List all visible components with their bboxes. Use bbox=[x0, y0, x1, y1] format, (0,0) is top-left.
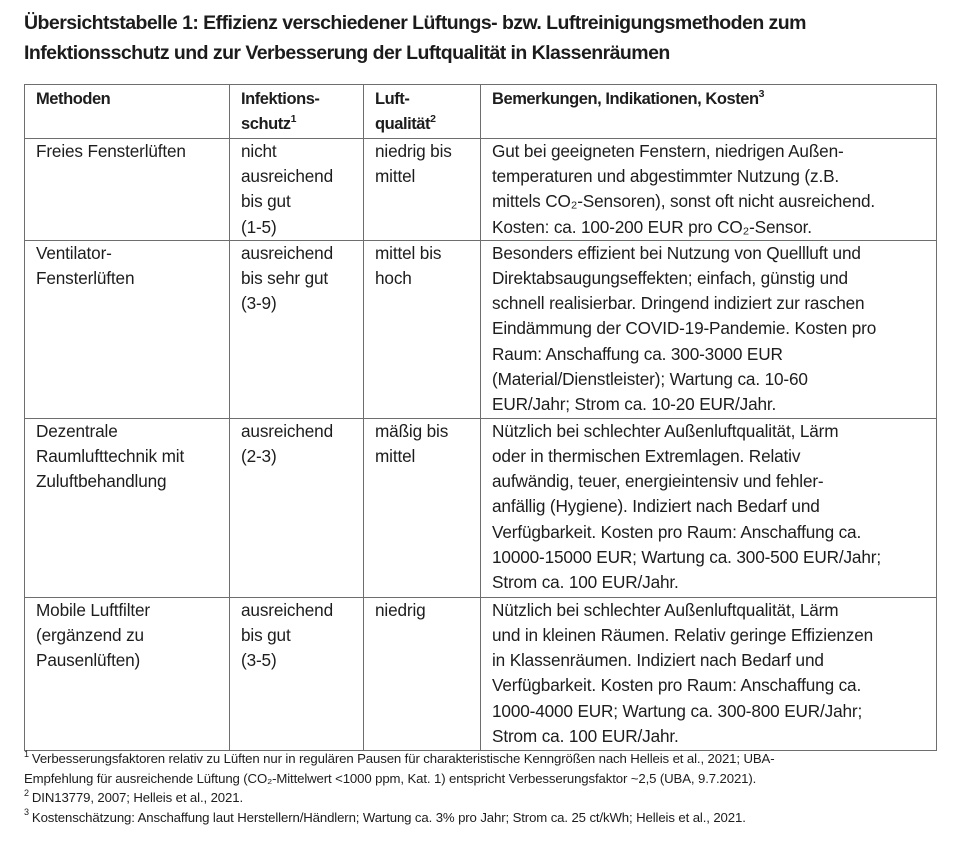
cell-text-line: Strom ca. 100 EUR/Jahr. bbox=[492, 572, 679, 593]
cell-text-line: oder in thermischen Extremlagen. Relativ bbox=[492, 446, 801, 467]
cell-text-line: (3-5) bbox=[241, 650, 277, 671]
header-text: qualität bbox=[375, 115, 431, 134]
cell-infection-protection bbox=[230, 597, 364, 750]
footnote-text: DIN13779, 2007; Helleis et al., 2021. bbox=[31, 790, 243, 805]
cell-text-line: mittels CO₂-Sensoren), sonst oft nicht ausreichend. bbox=[492, 191, 876, 212]
table-row bbox=[25, 418, 937, 597]
ventilation-methods-table bbox=[24, 84, 937, 751]
header-text: Methoden bbox=[36, 90, 111, 108]
header-infection-protection bbox=[230, 85, 364, 139]
cell-text-line: bis sehr gut bbox=[241, 268, 329, 289]
footnote-ref-2: 2 bbox=[430, 112, 436, 125]
cell-remarks bbox=[481, 418, 937, 597]
footnote-ref-1: 1 bbox=[290, 112, 296, 125]
cell-text-line: Gut bei geeigneten Fenstern, niedrigen Außen- bbox=[492, 141, 844, 161]
header-text: Luft- bbox=[375, 90, 410, 108]
cell-infection-protection bbox=[230, 240, 364, 418]
caption-line-2: Infektionsschutz und zur Verbesserung der Luftqualität in Klassenräumen bbox=[24, 42, 670, 64]
header-remarks bbox=[481, 85, 937, 139]
footnote-ref-3: 3 bbox=[758, 87, 764, 100]
cell-method bbox=[25, 139, 230, 241]
cell-remarks bbox=[481, 240, 937, 418]
cell-text-line: nicht bbox=[241, 141, 277, 161]
cell-text-line: Nützlich bei schlechter Außenluftqualität, Lärm bbox=[492, 599, 839, 620]
footnote-2 bbox=[24, 788, 954, 808]
cell-method bbox=[25, 240, 230, 418]
cell-method bbox=[25, 597, 230, 750]
cell-text-line: Nützlich bei schlechter Außenluftqualität, Lärm bbox=[492, 420, 839, 441]
cell-text-line: anfällig (Hygiene). Indiziert nach Bedarf und bbox=[492, 496, 820, 517]
footnote-mark: 3 bbox=[24, 807, 29, 818]
footnotes bbox=[24, 749, 954, 827]
cell-text-line: Strom ca. 100 EUR/Jahr. bbox=[492, 725, 679, 746]
table-caption bbox=[24, 8, 954, 68]
cell-text-line: Zuluftbehandlung bbox=[36, 471, 167, 492]
footnote-text: Kostenschätzung: Anschaffung laut Herstellern/Händlern; Wartung ca. 3% pro Jahr; Strom ca. 25 ct/kWh; Helleis et al., 2021. bbox=[31, 809, 746, 825]
cell-method bbox=[25, 418, 230, 597]
header-text: Infektions- bbox=[241, 90, 320, 108]
cell-text-line: 10000-15000 EUR; Wartung ca. 300-500 EUR/Jahr; bbox=[492, 546, 881, 567]
cell-text-line: Raumlufttechnik mit bbox=[36, 446, 185, 467]
cell-text-line: mäßig bis bbox=[375, 420, 449, 441]
cell-text-line: Mobile Luftfilter bbox=[36, 599, 150, 620]
footnote-text: Verbesserungsfaktoren relativ zu Lüften nur in regulären Pausen für charakteristische Kenngrößen nach Helleis et al., 2021; UBA- bbox=[31, 751, 775, 766]
cell-text-line: Raum: Anschaffung ca. 300-3000 EUR bbox=[492, 343, 783, 364]
cell-remarks bbox=[481, 139, 937, 241]
cell-air-quality bbox=[364, 418, 481, 597]
footnote-1 bbox=[24, 749, 954, 788]
cell-text-line: ausreichend bbox=[241, 599, 333, 620]
cell-text-line: Verfügbarkeit. Kosten pro Raum: Anschaffung ca. bbox=[492, 675, 862, 696]
caption-line-1: Übersichtstabelle 1: Effizienz verschiedener Lüftungs- bzw. Luftreinigungsmethoden zum bbox=[24, 12, 806, 34]
cell-text-line: mittel bbox=[375, 446, 416, 467]
cell-text-line: EUR/Jahr; Strom ca. 10-20 EUR/Jahr. bbox=[492, 394, 777, 415]
footnote-mark: 2 bbox=[24, 787, 29, 798]
cell-remarks bbox=[481, 597, 937, 750]
table-row bbox=[25, 240, 937, 418]
footnote-text-line bbox=[24, 769, 954, 789]
cell-text-line: ausreichend bbox=[241, 420, 333, 441]
cell-text-line: bis gut bbox=[241, 625, 291, 646]
cell-text-line: (2-3) bbox=[241, 446, 277, 467]
table-header-row bbox=[25, 85, 937, 139]
header-text: Bemerkungen, Indikationen, Kosten bbox=[492, 90, 759, 108]
table-row bbox=[25, 597, 937, 750]
cell-text-line: Freies Fensterlüften bbox=[36, 141, 186, 161]
cell-text-line: Ventilator- bbox=[36, 242, 112, 263]
table-row bbox=[25, 139, 937, 241]
cell-air-quality bbox=[364, 139, 481, 241]
cell-text-line: (Material/Dienstleister); Wartung ca. 10-60 bbox=[492, 368, 808, 389]
footnote-3 bbox=[24, 808, 954, 828]
cell-air-quality bbox=[364, 597, 481, 750]
cell-text-line: ausreichend bbox=[241, 242, 333, 263]
cell-text-line: Kosten: ca. 100-200 EUR pro CO₂-Sensor. bbox=[492, 216, 812, 237]
cell-text-line: Verfügbarkeit. Kosten pro Raum: Anschaffung ca. bbox=[492, 521, 862, 542]
cell-text-line: (1-5) bbox=[241, 216, 277, 237]
cell-text-line: bis gut bbox=[241, 191, 291, 212]
cell-infection-protection bbox=[230, 139, 364, 241]
cell-text-line: ausreichend bbox=[241, 166, 333, 187]
cell-text-line: mittel bis bbox=[375, 242, 442, 263]
footnote-text-line bbox=[24, 788, 954, 808]
cell-text-line: in Klassenräumen. Indiziert nach Bedarf und bbox=[492, 650, 824, 671]
cell-text-line: hoch bbox=[375, 268, 412, 289]
header-air-quality bbox=[364, 85, 481, 139]
cell-text-line: Besonders effizient bei Nutzung von Quellluft und bbox=[492, 242, 861, 263]
cell-infection-protection bbox=[230, 418, 364, 597]
cell-text-line: (3-9) bbox=[241, 293, 277, 314]
cell-text-line: (ergänzend zu bbox=[36, 625, 144, 646]
footnote-text-line bbox=[24, 808, 954, 828]
cell-text-line: Eindämmung der COVID-19-Pandemie. Kosten pro bbox=[492, 318, 877, 339]
header-text: schutz bbox=[241, 115, 291, 134]
cell-text-line: niedrig bis bbox=[375, 141, 452, 161]
cell-text-line: aufwändig, teuer, energieintensiv und fehler- bbox=[492, 471, 824, 492]
cell-text-line: schnell realisierbar. Dringend indiziert zur raschen bbox=[492, 293, 865, 314]
cell-text-line: Direktabsaugungseffekten; einfach, günstig und bbox=[492, 268, 848, 289]
cell-text-line: Fensterlüften bbox=[36, 268, 135, 289]
cell-text-line: mittel bbox=[375, 166, 416, 187]
cell-air-quality bbox=[364, 240, 481, 418]
cell-text-line: 1000-4000 EUR; Wartung ca. 300-800 EUR/Jahr; bbox=[492, 700, 863, 721]
footnote-text-line bbox=[24, 749, 954, 769]
footnote-text: Empfehlung für ausreichende Lüftung (CO₂-Mittelwert <1000 ppm, Kat. 1) entspricht Verbesserungsfaktor ~2,5 (UBA, 9.7.2021). bbox=[24, 770, 757, 786]
cell-text-line: temperaturen und abgestimmter Nutzung (z.B. bbox=[492, 166, 840, 187]
cell-text-line: niedrig bbox=[375, 599, 426, 620]
cell-text-line: und in kleinen Räumen. Relativ geringe Effizienzen bbox=[492, 625, 874, 646]
footnote-mark: 1 bbox=[24, 748, 29, 759]
cell-text-line: Pausenlüften) bbox=[36, 650, 141, 671]
cell-text-line: Dezentrale bbox=[36, 420, 118, 441]
header-methods bbox=[25, 85, 230, 139]
